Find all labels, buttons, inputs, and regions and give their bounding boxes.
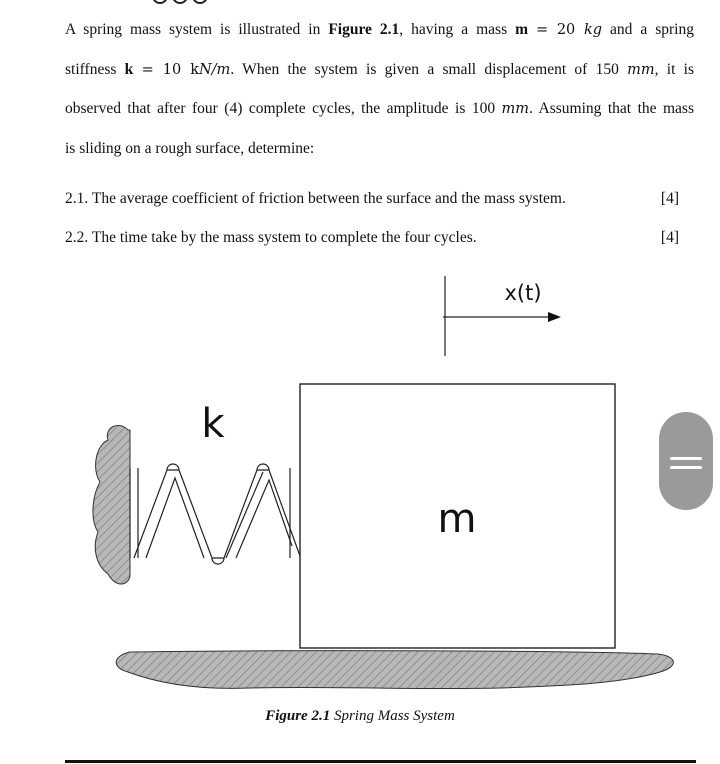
problem-line-4: is sliding on a rough surface, determine:: [65, 140, 315, 157]
displacement-label: x(t): [504, 281, 542, 305]
figure-caption: Figure 2.1 Spring Mass System: [265, 708, 455, 724]
question-marks: [4]: [660, 190, 679, 207]
arrow-head: [548, 312, 561, 322]
mass-label: m: [437, 496, 477, 542]
problem-line-3: observed that after four (4) complete cycles, the amplitude is 100 mm. Assuming that the mass: [65, 100, 694, 117]
horizontal-rule: [65, 760, 696, 763]
question-marks: [4]: [660, 229, 679, 246]
figure-reference: Figure 2.1: [328, 21, 400, 38]
spring-label: k: [201, 401, 225, 447]
question-text: 2.2. The time take by the mass system to complete the four cycles.: [65, 229, 477, 246]
problem-line-1: A spring mass system is illustrated in Figure 2.1, having a mass m = 20 kg and a spring: [65, 21, 694, 38]
scroll-handle[interactable]: [659, 412, 713, 510]
spring: [130, 464, 300, 564]
problem-line-2: stiffness k = 10 kN/m. When the system is given a small displacement of 150 mm, it is: [65, 61, 695, 78]
wall-support: [93, 425, 130, 584]
question-text: 2.1. The average coefficient of friction between the surface and the mass system.: [65, 190, 566, 207]
ground-surface: [116, 651, 673, 689]
